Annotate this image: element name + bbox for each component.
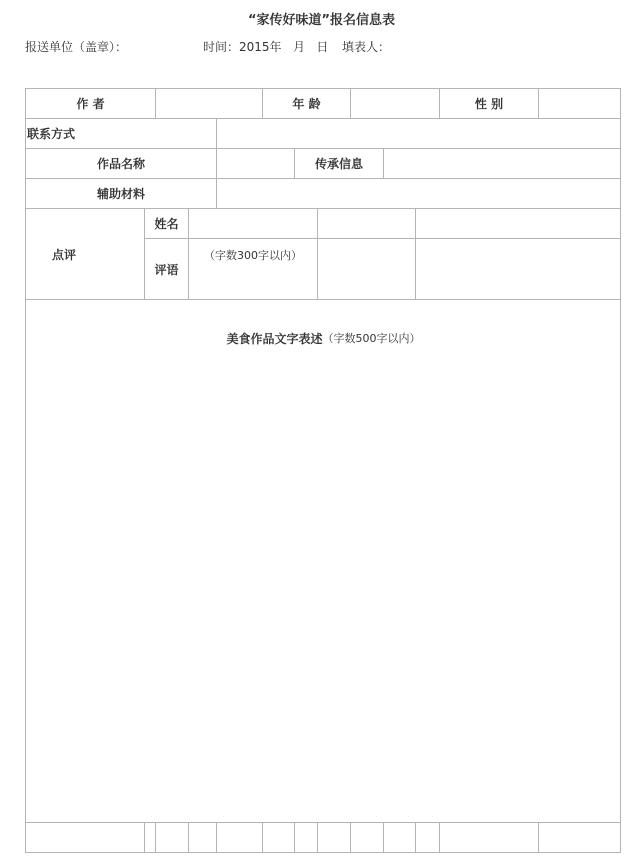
heritage-field[interactable] xyxy=(383,148,621,178)
work-name-field[interactable] xyxy=(216,148,294,178)
bottom-cell-5 xyxy=(216,822,262,853)
description-label: 美食作品文字表述 xyxy=(226,332,323,346)
review-label xyxy=(25,208,144,299)
reviewer-name-field-3[interactable] xyxy=(415,208,621,238)
bottom-cell-2 xyxy=(144,822,155,853)
heritage-label-text: 传承信息 xyxy=(314,157,363,171)
age-label xyxy=(262,88,350,118)
description-hint: （字数500字以内） xyxy=(322,332,421,345)
reviewer-name-label-text: 姓名 xyxy=(154,217,179,231)
bottom-cell-3 xyxy=(155,822,188,853)
comment-field-3[interactable] xyxy=(415,238,621,299)
aux-material-label-text: 辅助材料 xyxy=(96,187,145,201)
age-label-text: 年 龄 xyxy=(292,97,321,111)
reviewer-name-label xyxy=(144,208,188,238)
comment-label xyxy=(144,238,188,299)
aux-material-label xyxy=(25,178,216,208)
submitting-unit-label: 报送单位（盖章）： xyxy=(25,40,128,54)
comment-field-1[interactable] xyxy=(188,238,317,299)
bottom-cell-10 xyxy=(383,822,415,853)
gender-field[interactable] xyxy=(538,88,621,118)
author-label xyxy=(25,88,155,118)
work-name-label xyxy=(25,148,216,178)
comment-label-text: 评语 xyxy=(154,262,179,277)
contact-label xyxy=(25,118,216,148)
author-field[interactable] xyxy=(155,88,262,118)
bottom-cell-12 xyxy=(439,822,538,853)
gender-label xyxy=(439,88,538,118)
comment-hint: （字数300字以内） xyxy=(204,249,302,262)
reviewer-name-field-2[interactable] xyxy=(317,208,415,238)
heritage-label xyxy=(294,148,383,178)
age-field[interactable] xyxy=(350,88,439,118)
gender-label-text: 性 别 xyxy=(474,97,504,111)
bottom-cell-13 xyxy=(538,822,621,853)
bottom-cell-4 xyxy=(188,822,216,853)
reviewer-name-field-1[interactable] xyxy=(188,208,317,238)
contact-label-text: 联系方式 xyxy=(27,127,76,141)
description-area[interactable] xyxy=(25,299,621,822)
time-label: 时间：2015年 月 日 xyxy=(203,40,329,54)
review-label-text: 点评 xyxy=(52,247,77,262)
comment-field-2[interactable] xyxy=(317,238,415,299)
aux-material-field[interactable] xyxy=(216,178,621,208)
bottom-cell-11 xyxy=(415,822,439,853)
filler-label: 填表人： xyxy=(342,40,391,54)
bottom-cell-8 xyxy=(317,822,350,853)
bottom-cell-6 xyxy=(262,822,294,853)
bottom-cell-1 xyxy=(25,822,144,853)
work-name-label-text: 作品名称 xyxy=(96,157,145,171)
bottom-cell-9 xyxy=(350,822,383,853)
form-title: “家传好味道”报名信息表 xyxy=(247,13,396,28)
contact-field[interactable] xyxy=(216,118,621,148)
bottom-cell-7 xyxy=(294,822,317,853)
author-label-text: 作 者 xyxy=(76,97,105,111)
